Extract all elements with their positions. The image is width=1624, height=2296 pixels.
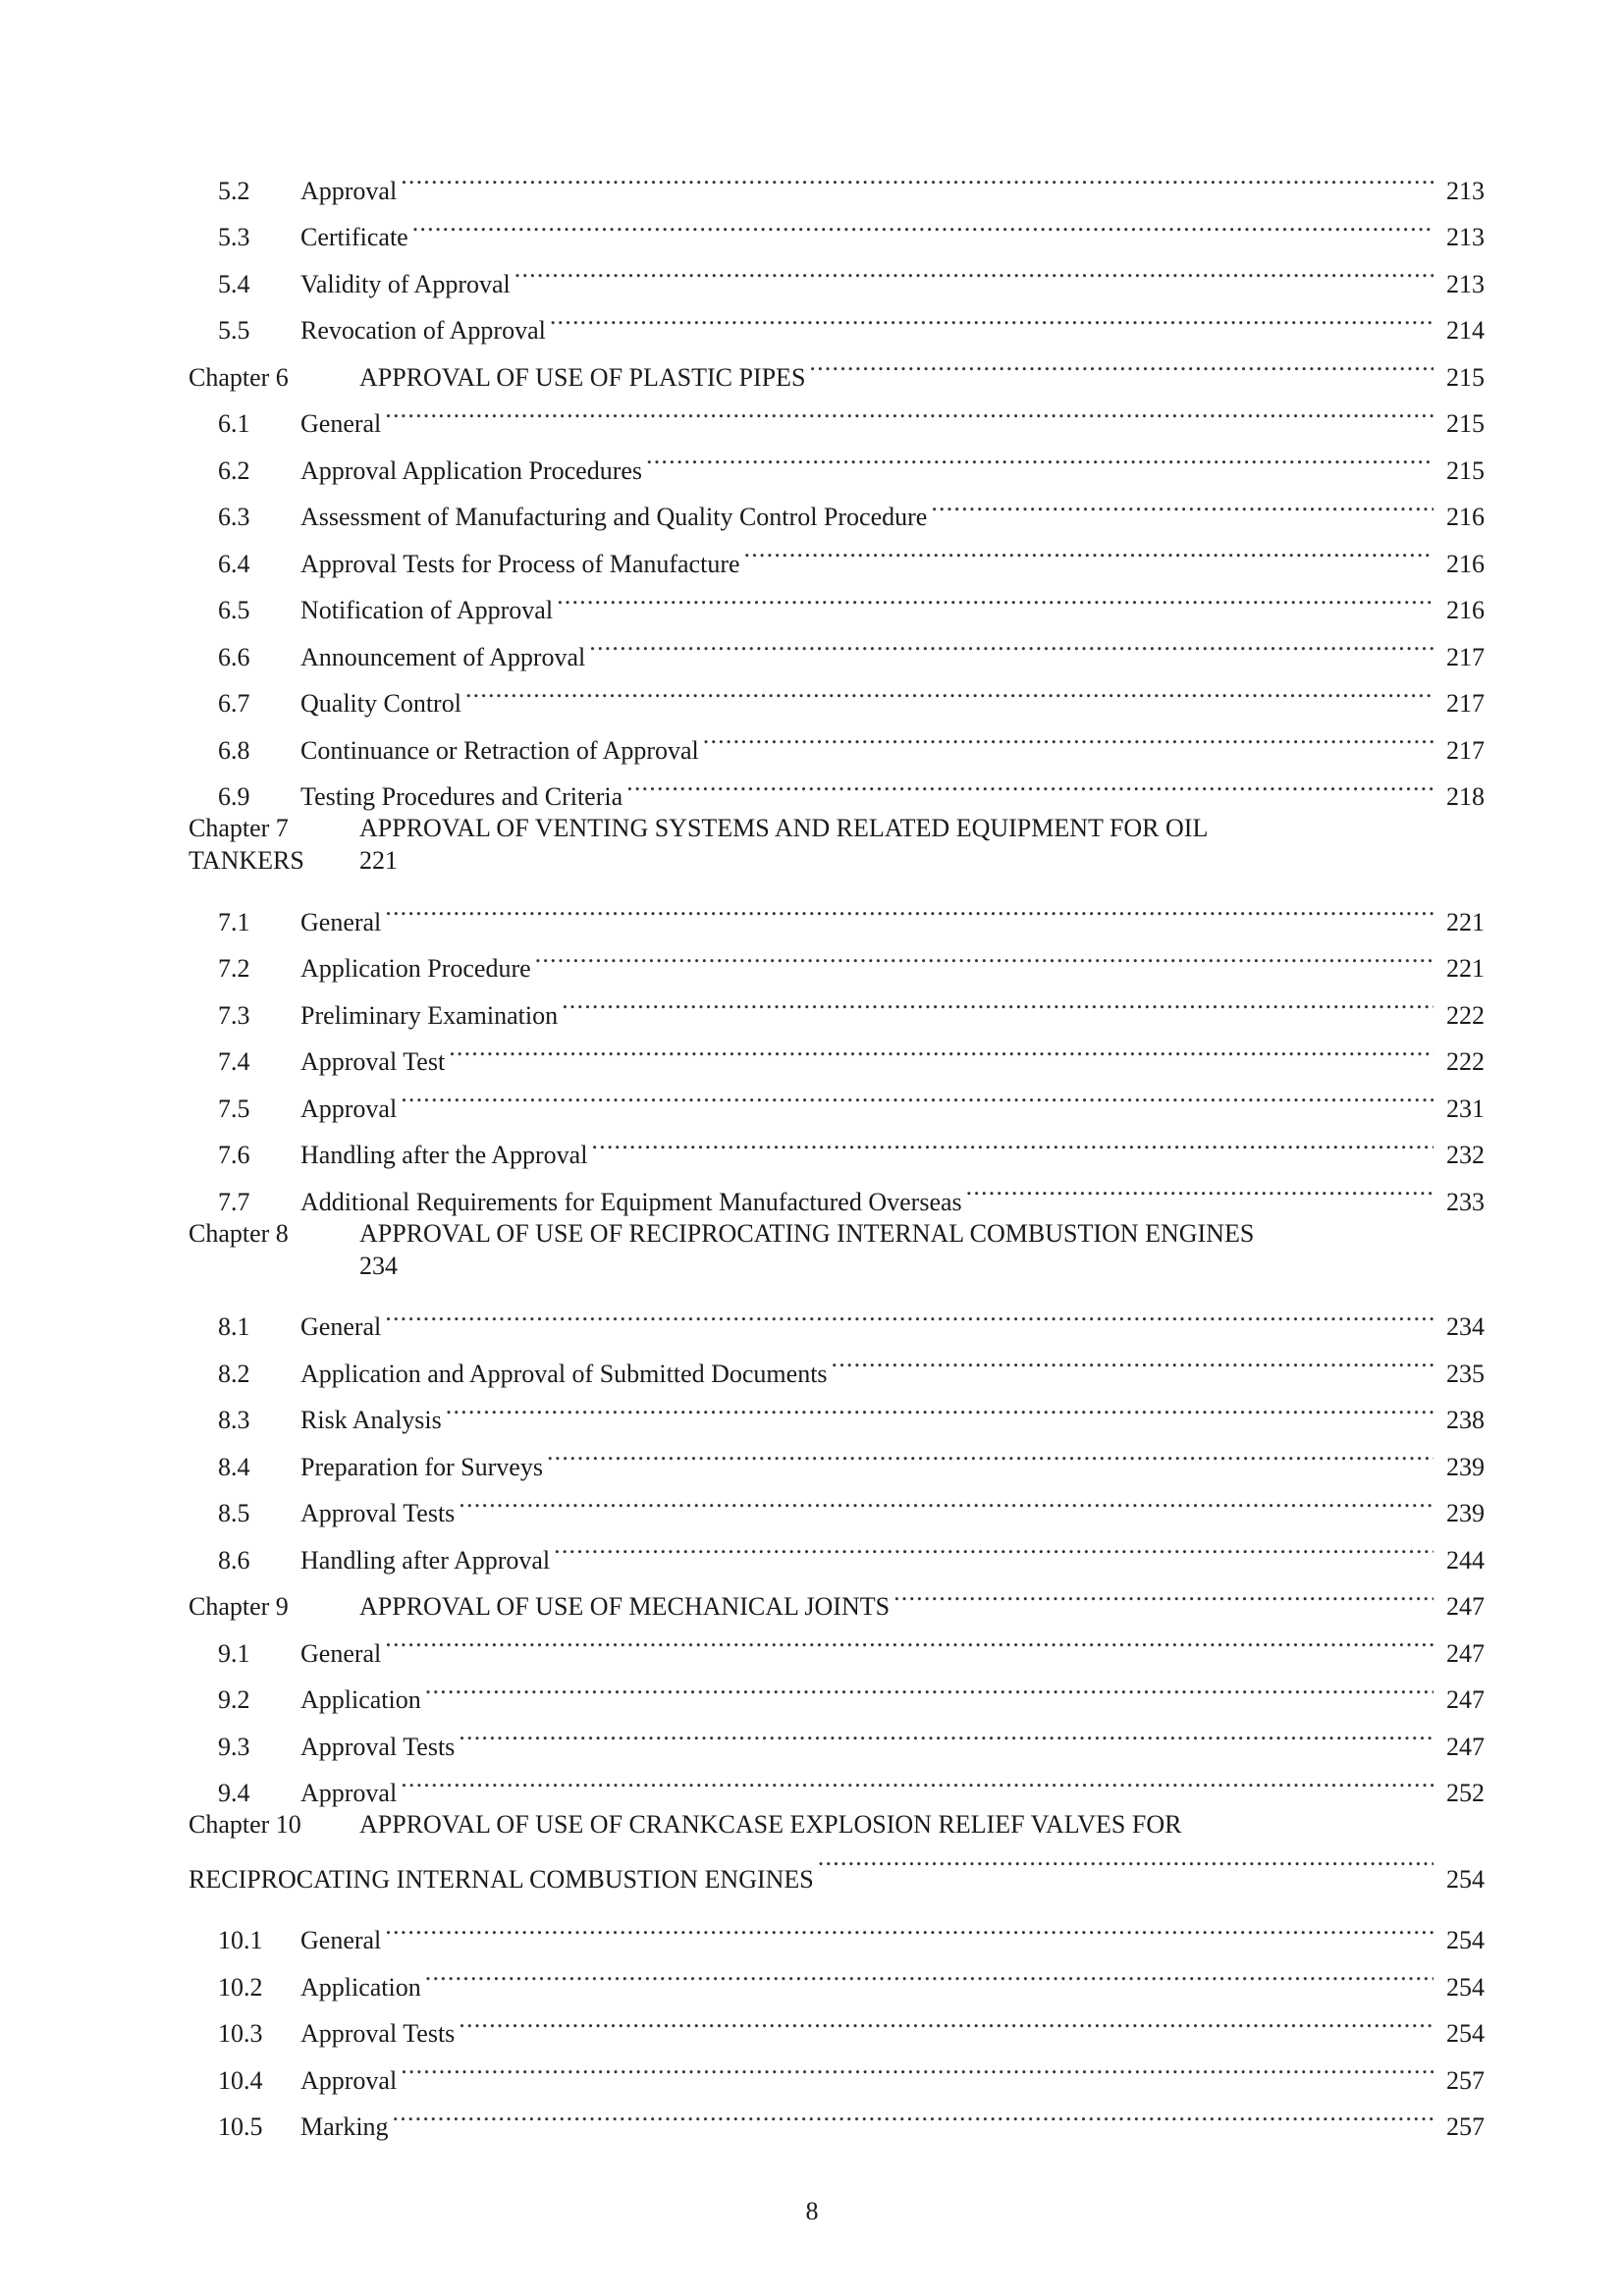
chapter-page: 234 <box>359 1251 398 1280</box>
section-title: Certificate <box>300 223 408 251</box>
chapter-number: Chapter 8 <box>189 1218 289 1248</box>
section-title: Marking <box>300 2112 389 2141</box>
section-title: Revocation of Approval <box>300 316 546 345</box>
section-page: 222 <box>1446 1000 1485 1030</box>
section-title: Approval Application Procedures <box>300 455 643 485</box>
chapter-number: Chapter 9 <box>189 1592 289 1621</box>
table-of-contents <box>189 152 1485 2141</box>
section-page: 257 <box>1446 2065 1485 2095</box>
toc-entry[interactable] <box>189 1289 1485 1341</box>
chapter-number: Chapter 10 <box>189 1810 301 1839</box>
section-number: 6.6 <box>218 642 250 671</box>
leader-dots <box>412 199 1434 246</box>
leader-dots <box>401 1755 1434 1802</box>
section-title: Continuance or Retraction of Approval <box>300 735 699 765</box>
chapter-title-line2: RECIPROCATING INTERNAL COMBUSTION ENGINES <box>189 1864 814 1894</box>
section-number: 9.3 <box>218 1732 250 1761</box>
leader-dots <box>626 759 1434 806</box>
section-page: 216 <box>1446 596 1485 624</box>
section-number: 9.1 <box>218 1638 250 1668</box>
section-page: 252 <box>1446 1779 1485 1807</box>
section-page: 217 <box>1446 735 1485 765</box>
section-title: Approval Tests <box>300 1732 456 1761</box>
leader-dots <box>459 1996 1434 2043</box>
leader-dots <box>425 1949 1434 1996</box>
section-number: 7.6 <box>218 1141 250 1169</box>
section-number: 6.3 <box>218 503 250 531</box>
leader-dots <box>809 339 1434 386</box>
section-number: 5.5 <box>218 316 250 345</box>
section-title: Testing Procedures and Criteria <box>300 782 623 811</box>
section-title: Risk Analysis <box>300 1406 442 1434</box>
leader-dots <box>557 572 1434 619</box>
leader-dots <box>385 1615 1434 1662</box>
section-page: 238 <box>1446 1406 1485 1434</box>
section-page: 221 <box>1446 954 1485 983</box>
section-page: 213 <box>1446 269 1485 298</box>
leader-dots <box>832 1335 1434 1382</box>
leader-dots <box>514 245 1434 293</box>
leader-dots <box>554 1522 1434 1569</box>
section-number: 8.2 <box>218 1359 250 1388</box>
leader-dots <box>385 883 1434 931</box>
leader-dots <box>931 479 1434 526</box>
section-page: 239 <box>1446 1452 1485 1481</box>
section-number: 6.4 <box>218 549 250 578</box>
section-title: Approval <box>300 2065 398 2095</box>
section-title: Handling after the Approval <box>300 1141 588 1169</box>
leader-dots <box>646 432 1434 479</box>
section-page: 217 <box>1446 642 1485 671</box>
chapter-title: APPROVAL OF USE OF PLASTIC PIPES <box>359 362 806 392</box>
leader-dots <box>401 2042 1434 2089</box>
chapter-number: Chapter 7 <box>189 814 289 842</box>
section-title: Preparation for Surveys <box>300 1452 543 1481</box>
section-title: Approval Tests <box>300 1499 456 1527</box>
chapter-page: 221 <box>359 846 398 875</box>
section-title: General <box>300 409 382 438</box>
section-page: 247 <box>1446 1685 1485 1714</box>
section-number: 8.1 <box>218 1312 250 1341</box>
leader-dots <box>591 1117 1434 1164</box>
section-title: Quality Control <box>300 689 461 718</box>
section-number: 6.7 <box>218 689 250 718</box>
leader-dots <box>744 525 1434 572</box>
section-page: 244 <box>1446 1545 1485 1575</box>
leader-dots <box>401 152 1434 199</box>
section-page: 222 <box>1446 1047 1485 1076</box>
section-title: General <box>300 907 382 936</box>
section-number: 10.1 <box>218 1926 263 1954</box>
section-page: 247 <box>1446 1638 1485 1668</box>
leader-dots <box>893 1569 1434 1616</box>
leader-dots <box>818 1841 1434 1888</box>
section-page: 215 <box>1446 455 1485 485</box>
chapter-page: 254 <box>1446 1864 1485 1894</box>
section-title: Assessment of Manufacturing and Quality Control Procedure <box>300 503 928 531</box>
section-page: 231 <box>1446 1094 1485 1123</box>
section-page: 217 <box>1446 689 1485 718</box>
section-number: 7.1 <box>218 907 250 936</box>
section-title: Approval Tests <box>300 2019 456 2048</box>
leader-dots <box>446 1382 1434 1429</box>
section-number: 5.4 <box>218 269 250 298</box>
leader-dots <box>385 1289 1434 1336</box>
section-page: 257 <box>1446 2112 1485 2141</box>
section-title: Additional Requirements for Equipment Manufactured Overseas <box>300 1187 962 1216</box>
section-title: Application and Approval of Submitted Documents <box>300 1359 828 1388</box>
leader-dots <box>966 1163 1434 1210</box>
section-page: 214 <box>1446 316 1485 345</box>
section-page: 216 <box>1446 503 1485 531</box>
section-number: 7.3 <box>218 1000 250 1030</box>
leader-dots <box>550 293 1434 340</box>
leader-dots <box>385 386 1434 433</box>
section-number: 7.7 <box>218 1187 250 1216</box>
section-title: Notification of Approval <box>300 596 554 624</box>
leader-dots <box>589 618 1434 666</box>
section-page: 254 <box>1446 2019 1485 2048</box>
section-title: Approval <box>300 1094 398 1123</box>
section-page: 235 <box>1446 1359 1485 1388</box>
chapter-heading-7[interactable] <box>189 805 1485 883</box>
section-page: 247 <box>1446 1732 1485 1761</box>
section-title: Announcement of Approval <box>300 642 586 671</box>
section-page: 234 <box>1446 1312 1485 1341</box>
chapter-title: APPROVAL OF USE OF RECIPROCATING INTERNAL COMBUSTION ENGINES <box>359 1218 1255 1248</box>
section-title: General <box>300 1638 382 1668</box>
toc-entry[interactable] <box>189 883 1485 936</box>
leader-dots <box>535 931 1434 978</box>
section-page: 213 <box>1446 176 1485 205</box>
leader-dots <box>547 1428 1434 1475</box>
section-number: 10.2 <box>218 1972 263 2002</box>
section-number: 9.2 <box>218 1685 250 1714</box>
section-title: Application <box>300 1685 421 1714</box>
section-title: Approval Test <box>300 1047 446 1076</box>
section-title: Approval <box>300 176 398 205</box>
section-number: 6.9 <box>218 782 250 811</box>
section-page: 218 <box>1446 782 1485 811</box>
section-number: 7.2 <box>218 954 250 983</box>
section-list-chapter-6 <box>189 386 1485 811</box>
section-number: 8.4 <box>218 1452 250 1481</box>
section-number: 10.4 <box>218 2065 263 2095</box>
section-number: 6.1 <box>218 409 250 438</box>
chapter-heading-8[interactable] <box>189 1210 1485 1289</box>
leader-dots <box>465 666 1434 713</box>
leader-dots <box>385 1902 1434 1949</box>
page-number: 8 <box>805 2197 819 2225</box>
section-number: 6.5 <box>218 596 250 624</box>
section-page: 213 <box>1446 223 1485 251</box>
section-list-chapter-5 <box>189 152 1485 345</box>
section-title: Preliminary Examination <box>300 1000 559 1030</box>
section-title: General <box>300 1926 382 1954</box>
section-list-chapter-7 <box>189 883 1485 1216</box>
section-page: 221 <box>1446 907 1485 936</box>
section-page: 254 <box>1446 1972 1485 2002</box>
section-page: 239 <box>1446 1499 1485 1527</box>
section-title: Application Procedure <box>300 954 531 983</box>
section-number: 7.4 <box>218 1047 250 1076</box>
chapter-heading-10[interactable] <box>189 1801 1485 1902</box>
leader-dots <box>401 1070 1434 1117</box>
leader-dots <box>459 1475 1434 1522</box>
chapter-title-line1: APPROVAL OF USE OF CRANKCASE EXPLOSION RELIEF VALVES FOR <box>359 1810 1182 1839</box>
section-number: 5.2 <box>218 176 250 205</box>
leader-dots <box>449 1024 1434 1071</box>
section-list-chapter-10 <box>189 1902 1485 2141</box>
section-number: 10.5 <box>218 2112 263 2141</box>
section-title: Handling after Approval <box>300 1545 551 1575</box>
leader-dots <box>393 2089 1434 2136</box>
section-number: 10.3 <box>218 2019 263 2048</box>
section-number: 6.2 <box>218 455 250 485</box>
section-page: 216 <box>1446 549 1485 578</box>
leader-dots <box>703 712 1434 759</box>
section-number: 9.4 <box>218 1779 250 1807</box>
section-page: 215 <box>1446 409 1485 438</box>
toc-entry[interactable] <box>189 152 1485 205</box>
section-title: Approval Tests for Process of Manufacture <box>300 549 740 578</box>
section-page: 233 <box>1446 1187 1485 1216</box>
section-number: 6.8 <box>218 735 250 765</box>
chapter-title-line2: TANKERS <box>189 846 304 875</box>
section-page: 232 <box>1446 1141 1485 1169</box>
chapter-title: APPROVAL OF USE OF MECHANICAL JOINTS <box>359 1592 891 1621</box>
section-number: 8.3 <box>218 1406 250 1434</box>
section-title: Validity of Approval <box>300 269 511 298</box>
section-page: 254 <box>1446 1926 1485 1954</box>
section-list-chapter-8 <box>189 1289 1485 1575</box>
chapter-title-line1: APPROVAL OF VENTING SYSTEMS AND RELATED EQUIPMENT FOR OIL <box>359 814 1209 842</box>
section-title: Approval <box>300 1779 398 1807</box>
leader-dots <box>562 977 1434 1024</box>
toc-entry[interactable] <box>189 1902 1485 1954</box>
section-list-chapter-9 <box>189 1615 1485 1807</box>
section-number: 8.6 <box>218 1545 250 1575</box>
leader-dots <box>459 1708 1434 1755</box>
chapter-page: 215 <box>1446 362 1485 392</box>
section-title: General <box>300 1312 382 1341</box>
section-number: 7.5 <box>218 1094 250 1123</box>
section-number: 8.5 <box>218 1499 250 1527</box>
section-title: Application <box>300 1972 421 2002</box>
chapter-page: 247 <box>1446 1592 1485 1621</box>
section-number: 5.3 <box>218 223 250 251</box>
leader-dots <box>425 1662 1434 1709</box>
chapter-number: Chapter 6 <box>189 362 289 392</box>
